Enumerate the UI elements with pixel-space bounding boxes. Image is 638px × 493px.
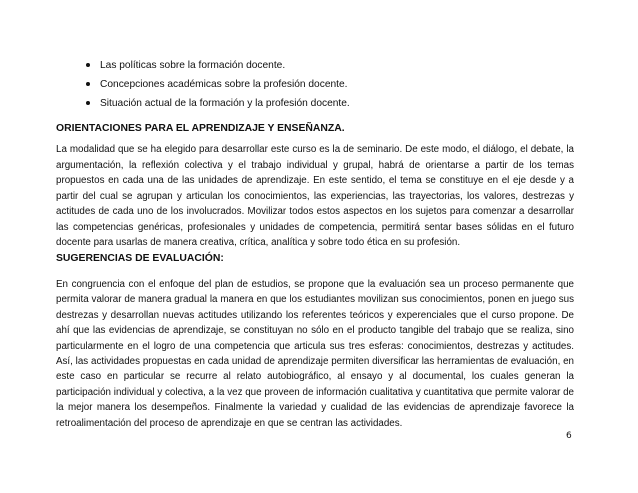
list-item-text: Situación actual de la formación y la profesión docente. — [100, 98, 350, 109]
list-item-text: Las políticas sobre la formación docente. — [100, 60, 286, 71]
list-item — [86, 75, 350, 94]
bullet-icon — [86, 101, 90, 105]
section-paragraph-orientaciones: La modalidad que se ha elegido para desarrollar este curso es la de seminario. De este modo, el diálogo, el debate, la argumentación, la reflexión colectiva y el trabajo individual y grupal, habrá de orientarse a partir de los temas propuestos en cada una de las unidades de aprendizaje. En este sentido, el tema se constituye en el eje desde y a partir del cual se agrupan y articulan los conocimientos, las experiencias, las trayectorias, los valores, destrezas y actitudes de cada uno de los involucrados. Movilizar todos estos aspectos en los sujetos para comenzar a desarrollar las competencias genéricas, profesionales y unidades de competencia, permitirá sentar bases sólidas en el futuro docente para usarlas de manera creativa, crítica, analítica y sobre todo ética en su profesión. — [56, 144, 574, 248]
bullet-icon — [86, 82, 90, 86]
section-heading-orientaciones: ORIENTACIONES PARA EL APRENDIZAJE Y ENSEÑANZA. — [56, 123, 345, 134]
page-number: 6 — [566, 431, 572, 441]
list-item — [86, 56, 350, 75]
topics-bullet-list — [86, 56, 350, 113]
bullet-icon — [86, 63, 90, 67]
list-item-text: Concepciones académicas sobre la profesión docente. — [100, 79, 348, 90]
list-item — [86, 94, 350, 113]
section-heading-evaluacion: SUGERENCIAS DE EVALUACIÓN: — [56, 253, 224, 264]
section-paragraph-evaluacion: En congruencia con el enfoque del plan de estudios, se propone que la evaluación sea un proceso permanente que permita valorar de manera gradual la manera en que los estudiantes movilizan sus conocimientos, ponen en juego sus destrezas y desarrollan nuevas actitudes utilizando los referentes teóricos y experenciales que el curso propone. De ahí que las evidencias de aprendizaje, se constituyan no sólo en el producto tangible del trabajo que se realiza, sino particularmente en el logro de una competencia que articula sus tres esferas: conocimientos, destrezas y actitudes. Así, las actividades propuestas en cada unidad de aprendizaje permiten diversificar las herramientas de evaluación, en este caso en particular se recurre al relato autobiográfico, al ensayo y al documental, los cuales generan la participación individual y colectiva, a la vez que proveen de información cualitativa y cuantitativa que permite valorar de la mejor manera los desempeños. Finalmente la variedad y cualidad de las evidencias de aprendizaje favorece la retroalimentación del proceso de aprendizaje en que se centran las actividades. — [56, 279, 574, 429]
